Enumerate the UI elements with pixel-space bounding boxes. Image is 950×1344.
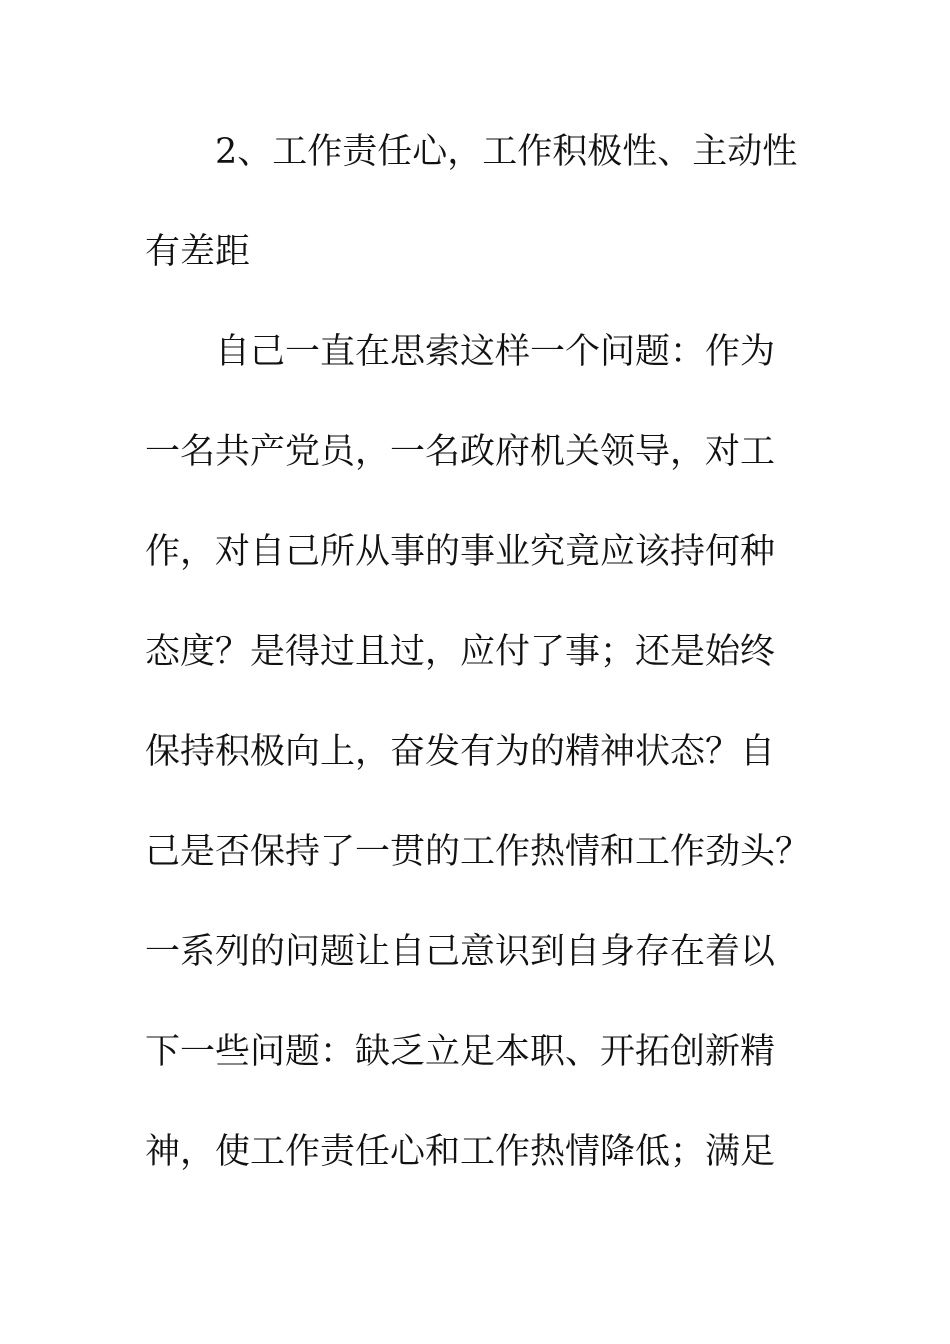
paragraph-line-6: 己是否保持了一贯的工作热情和工作劲头？ — [145, 832, 811, 872]
paragraph-line-3: 作，对自己所从事的事业究竟应该持何种 — [145, 532, 776, 572]
paragraph-line-9: 神，使工作责任心和工作热情降低；满足 — [145, 1132, 776, 1172]
paragraph-line-7: 一系列的问题让自己意识到自身存在着以 — [145, 932, 776, 972]
heading-line-1: 2、工作责任心，工作积极性、主动性 — [215, 132, 798, 172]
paragraph-line-2: 一名共产党员，一名政府机关领导，对工 — [145, 432, 776, 472]
paragraph-line-1: 自己一直在思索这样一个问题：作为 — [215, 332, 776, 372]
paragraph-line-5: 保持积极向上，奋发有为的精神状态？自 — [145, 732, 776, 772]
heading-line-2: 有差距 — [145, 232, 251, 272]
paragraph-line-4: 态度？是得过且过，应付了事；还是始终 — [145, 632, 776, 672]
paragraph-line-8: 下一些问题：缺乏立足本职、开拓创新精 — [145, 1032, 776, 1072]
